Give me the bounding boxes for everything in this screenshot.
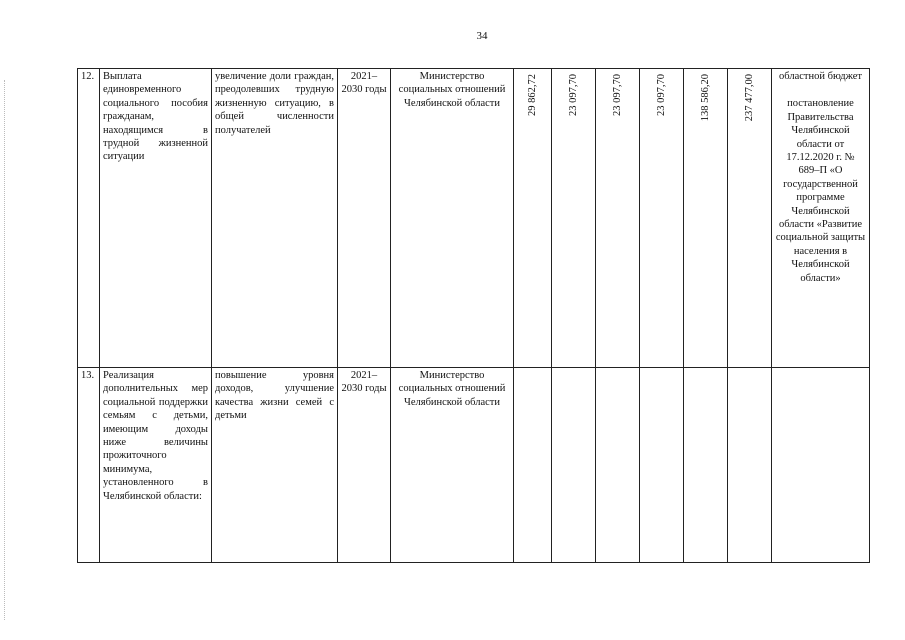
implementation-period: 2021–2030 годы [338,69,391,368]
row-number: 12. [78,69,100,368]
amount-value: 29 862,72 [526,74,538,116]
scan-margin-marks [4,80,7,620]
funding-source-basis: постановление Правительства Челябинской области от 17.12.2020 г. № 689–П «О государственной программе Челябинской области «Развитие социальной защиты населения в Челябинской области» [775,98,866,284]
funding-source-title: областной бюджет [779,71,862,82]
page-number: 34 [476,30,488,42]
amount-cell [514,69,552,368]
amount-cell [552,368,596,563]
amount-value: 23 097,70 [611,74,623,116]
expected-result: увеличение доли граждан, преодолевших трудную жизненную ситуацию, в общей численности получателей [212,69,338,368]
amount-cell [514,368,552,563]
amount-cell [684,368,728,563]
amount-cell [728,69,772,368]
amount-cell [596,368,640,563]
amount-cell [640,368,684,563]
funding-source [772,368,870,563]
amount-cell [596,69,640,368]
amount-value: 138 586,20 [699,74,711,122]
amount-cell [684,69,728,368]
program-measures-table [77,68,870,563]
responsible-executor: Министерство социальных отношений Челябинской области [391,368,514,563]
amount-cell [552,69,596,368]
amount-value: 23 097,70 [567,74,579,116]
responsible-executor: Министерство социальных отношений Челябинской области [391,69,514,368]
amount-value: 237 477,00 [743,74,755,122]
table-row [78,69,870,368]
measure-name: Реализация дополнительных мер социальной поддержки семьям с детьми, имеющим доходы ниже величины прожиточного минимума, установленного в Челябинской области: [100,368,212,563]
implementation-period: 2021–2030 годы [338,368,391,563]
row-number: 13. [78,368,100,563]
amount-value: 23 097,70 [655,74,667,116]
expected-result: повышение уровня доходов, улучшение качества жизни семей с детьми [212,368,338,563]
amount-cell [640,69,684,368]
amount-cell [728,368,772,563]
measure-name: Выплата единовременного социального пособия гражданам, находящимся в трудной жизненной ситуации [100,69,212,368]
funding-source [772,69,870,368]
table-row [78,368,870,563]
